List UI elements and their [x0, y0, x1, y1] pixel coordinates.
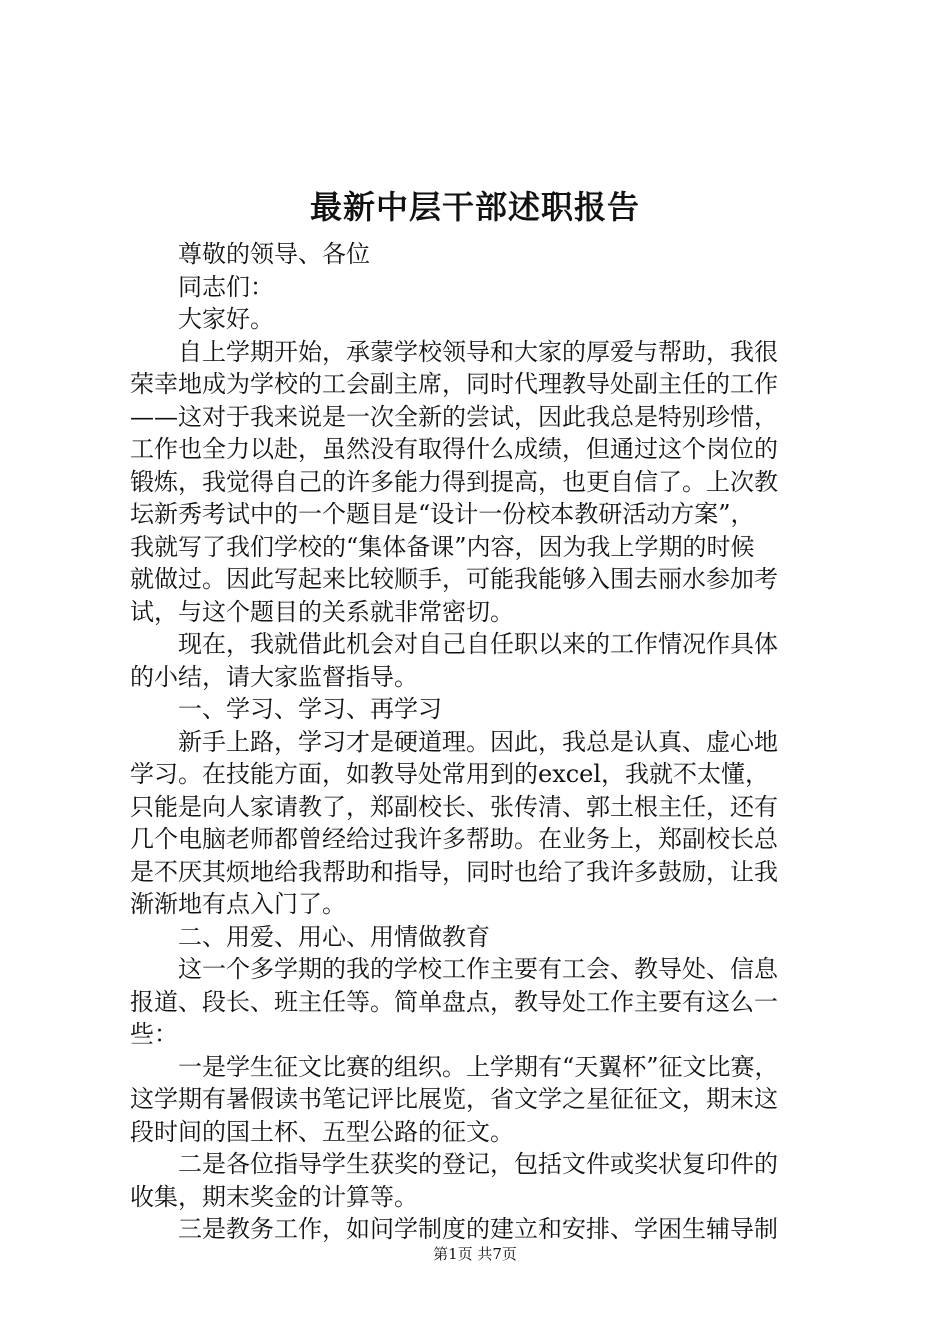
body-text-line: 二、用爱、用心、用情做教育: [130, 922, 490, 951]
body-text-line: 几个电脑老师都曾经给过我许多帮助。在业务上，郑副校长总: [130, 825, 778, 853]
body-text-line: 我就写了我们学校的“集体备课”内容，因为我上学期的时候: [130, 532, 755, 561]
body-text-line: 现在，我就借此机会对自己自任职以来的工作情况作具体: [130, 630, 778, 658]
body-text-line: 新手上路，学习才是硬道理。因此，我总是认真、虚心地: [130, 727, 778, 756]
body-text-line: 试，与这个题目的关系就非常密切。: [130, 597, 514, 626]
body-text-line: 同志们：: [130, 272, 274, 301]
body-text-line: 渐渐地有点入门了。: [130, 890, 346, 918]
body-text-line: 二是各位指导学生获奖的登记，包括文件或奖状复印件的: [130, 1150, 778, 1178]
page-footer: 第1页 共7页: [433, 1245, 517, 1263]
body-text-line: 大家好。: [130, 305, 274, 333]
body-text-line: 自上学期开始，承蒙学校领导和大家的厚爱与帮助，我很: [130, 337, 778, 366]
document-title: 最新中层干部述职报告: [309, 188, 640, 226]
document-body: [130, 238, 830, 1246]
body-text-line: ——这对于我来说是一次全新的尝试，因此我总是特别珍惜，: [130, 402, 778, 431]
body-text-line: 段时间的国土杯、五型公路的征文。: [130, 1117, 514, 1146]
body-text-line: 的小结，请大家监督指导。: [130, 662, 418, 691]
body-text-line: 这一个多学期的我的学校工作主要有工会、教导处、信息: [130, 955, 778, 983]
body-text-line: 这学期有暑假读书笔记评比展览，省文学之星征征文，期末这: [130, 1085, 778, 1113]
body-text-line: 些：: [130, 1020, 178, 1048]
body-text-line: 一是学生征文比赛的组织。上学期有“天翼杯”征文比赛，: [130, 1052, 779, 1081]
body-text-line: 三是教务工作，如问学制度的建立和安排、学困生辅导制: [130, 1215, 778, 1243]
body-text-line: 收集，期末奖金的计算等。: [130, 1182, 418, 1211]
body-text-line: 就做过。因此写起来比较顺手，可能我能够入围去丽水参加考: [130, 565, 778, 593]
body-text-line: 学习。在技能方面，如教导处常用到的excel，我就不太懂，: [130, 760, 770, 788]
body-text-line: 荣幸地成为学校的工会副主席，同时代理教导处副主任的工作: [130, 370, 778, 398]
body-text-line: 报道、段长、班主任等。简单盘点，教导处工作主要有这么一: [130, 987, 778, 1016]
body-text-line: 工作也全力以赴，虽然没有取得什么成绩，但通过这个岗位的: [130, 435, 778, 463]
body-text-line: 是不厌其烦地给我帮助和指导，同时也给了我许多鼓励，让我: [130, 857, 778, 886]
body-text-line: 坛新秀考试中的一个题目是“设计一份校本教研活动方案”，: [130, 500, 755, 528]
body-text-line: 尊敬的领导、各位: [130, 240, 370, 268]
body-text-line: 只能是向人家请教了，郑副校长、张传清、郭土根主任，还有: [130, 792, 778, 821]
body-text-line: 锻炼，我觉得自己的许多能力得到提高，也更自信了。上次教: [130, 467, 778, 496]
body-text-line: 一、学习、学习、再学习: [130, 695, 442, 723]
